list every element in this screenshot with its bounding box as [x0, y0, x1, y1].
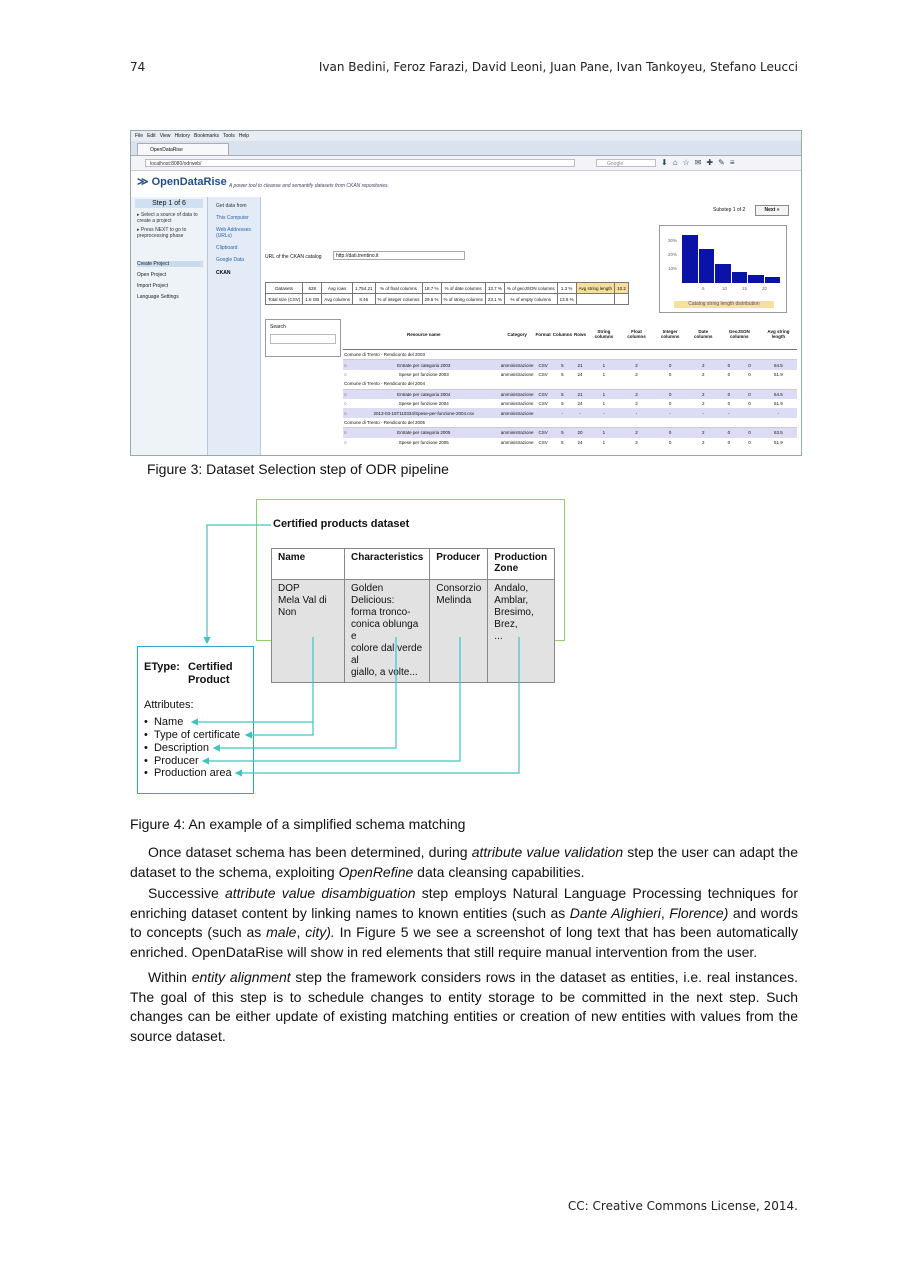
- resource-cell: 1: [587, 428, 621, 438]
- resource-cell: 0: [652, 360, 688, 370]
- browser-search-input[interactable]: Google: [596, 159, 656, 167]
- resource-cell: 0: [652, 389, 688, 399]
- stats-cell: 8.46: [352, 294, 375, 305]
- stats-cell: Avg string length: [576, 283, 614, 294]
- ckan-url-input[interactable]: http://dati.trentino.it: [333, 251, 465, 260]
- resource-cell: 2: [688, 428, 719, 438]
- cell-producer: Consorzio Melinda: [430, 580, 488, 683]
- resource-cell: 51.9: [774, 439, 783, 445]
- attr-type-of-certificate: • Type of certificate: [144, 729, 241, 741]
- resource-cell: 0: [739, 428, 760, 438]
- resource-cell: -: [573, 408, 587, 417]
- address-input[interactable]: localhost:8080/odrweb/: [145, 159, 575, 167]
- resource-cell: 64.5: [760, 389, 797, 399]
- resource-cell: 0: [719, 428, 740, 438]
- resource-cell: CSV: [538, 371, 548, 377]
- resource-cell: 0: [668, 439, 672, 445]
- resource-cell: Entrate per categoria 2004: [348, 389, 500, 399]
- resources-col-header: Date columns: [688, 319, 719, 350]
- resources-col-header: Avg string length: [760, 319, 797, 350]
- app-logo: ≫ OpenDataRise: [137, 176, 227, 188]
- text-run: Successive: [148, 885, 225, 901]
- resource-cell: 21: [573, 360, 587, 370]
- text-run: step the user can adapt the dataset to the schema, exploiting: [130, 844, 798, 880]
- stats-cell: % of geoJSON columns: [504, 283, 557, 294]
- menu-view[interactable]: View: [159, 133, 171, 139]
- stats-cell: 1,754.21: [352, 283, 375, 294]
- histogram-y-tick: 20%: [668, 252, 678, 257]
- source-clipboard[interactable]: Clipboard: [216, 245, 238, 251]
- attributes-label: Attributes:: [144, 699, 194, 711]
- resource-cell: 1: [587, 389, 621, 399]
- resource-cell: 0: [727, 371, 731, 377]
- resource-cell: Spese per funzione 2005: [398, 439, 449, 445]
- resource-radio[interactable]: ○: [343, 408, 348, 417]
- resource-cell: -: [552, 408, 573, 417]
- resource-cell: 2: [621, 428, 653, 438]
- resource-cell: CSV: [534, 360, 551, 370]
- app-tagline: A power tool to cleanse and semantify datasets from CKAN repositories.: [229, 183, 389, 189]
- resource-cell: -: [621, 408, 653, 417]
- figure3-caption: Figure 3: Dataset Selection step of ODR pipeline: [147, 461, 449, 477]
- arrow-name: [192, 637, 313, 722]
- dataset-group-title: Comune di Trento - Rendiconto del 2005: [343, 418, 797, 428]
- resource-cell: 21: [573, 389, 587, 399]
- col-name: Name: [272, 549, 345, 580]
- dataset-group-title: Comune di Trento - Rendiconto del 2003: [343, 350, 797, 360]
- resource-radio[interactable]: ○: [343, 360, 348, 370]
- etype-label: EType:: [144, 661, 180, 673]
- stats-cell: 13.6 %: [557, 294, 576, 305]
- arrow-dataset-to-etype: [207, 525, 271, 643]
- resources-col-header: GeoJSON columns: [719, 319, 760, 350]
- text-run: and words to concepts (such as: [130, 904, 799, 940]
- resource-cell: 1: [587, 360, 621, 370]
- stats-cell: 628: [303, 283, 322, 294]
- figure4-caption: Figure 4: An example of a simplified schema matching: [130, 816, 466, 832]
- text-run: step employs Natural Language Processing techniques for enriching dataset content by linking names to known entities (such as: [130, 885, 798, 921]
- resource-cell: -: [688, 408, 719, 417]
- attr-production-area: • Production area: [144, 767, 232, 779]
- stats-cell: 1.3 %: [557, 283, 576, 294]
- italic-run: Florence): [669, 904, 729, 921]
- resource-cell: 64.5: [760, 360, 797, 370]
- resource-cell: -: [719, 408, 740, 417]
- histogram-y-tick: 10%: [668, 266, 678, 271]
- stats-cell: % of float columns: [375, 283, 422, 294]
- resources-col-header: Float columns: [621, 319, 653, 350]
- resource-cell: 2: [621, 360, 653, 370]
- attr-producer: • Producer: [144, 755, 199, 767]
- arrow-type-of-certificate: [246, 722, 313, 735]
- resource-cell: 24: [577, 371, 583, 377]
- stats-cell: % of integer columns: [375, 294, 422, 305]
- toolbar-icons: ⬇⌂☆✉✚✎≡: [661, 158, 740, 167]
- arrow-producer: [203, 637, 460, 761]
- stats-cell: % of empty columns: [504, 294, 557, 305]
- resource-cell: -: [652, 408, 688, 417]
- hint-2: ▸ Press NEXT to go to preprocessing phase: [137, 227, 187, 239]
- italic-run: attribute value validation: [471, 844, 624, 860]
- dataset-title: Certified products dataset: [273, 518, 410, 530]
- resource-radio[interactable]: ○: [343, 428, 348, 438]
- text-run: In Figure 5 we see a screenshot of long text that has been automatically enriched. OpenDataRise will show in red elements that still require manual intervention from the user.: [130, 924, 799, 960]
- text-run: Once dataset schema has been determined, during: [148, 844, 472, 860]
- paragraph-3: [130, 968, 798, 1046]
- page-number: 74: [130, 60, 146, 74]
- resource-radio[interactable]: ○: [344, 371, 347, 377]
- text-run: Within: [148, 969, 192, 985]
- menu-file[interactable]: File: [135, 133, 144, 139]
- resource-cell: 0: [668, 371, 672, 377]
- resource-cell: 1: [602, 401, 606, 407]
- resource-radio[interactable]: ○: [344, 401, 347, 407]
- resource-cell: amministrazione: [500, 401, 534, 407]
- resource-cell: 2: [635, 371, 638, 377]
- resource-cell: 51.9: [774, 401, 783, 407]
- resource-cell: 2: [701, 371, 705, 377]
- resources-col-header: Columns: [552, 319, 573, 350]
- resource-cell: 2013-03-15T110334/Spese-per-funzione-2004.csv: [348, 408, 500, 417]
- source-google-data[interactable]: Google Data: [216, 257, 245, 263]
- resource-cell: 5: [552, 389, 573, 399]
- col-production-zone: Production Zone: [488, 549, 555, 580]
- resource-cell: CSV: [534, 428, 551, 438]
- resource-cell: amministrazione: [500, 360, 535, 370]
- resources-col-header: Category: [500, 319, 535, 350]
- resource-cell: CSV: [538, 401, 548, 407]
- next-button[interactable]: Next »: [755, 205, 789, 216]
- resource-cell: Spese per funzione 2003: [398, 371, 449, 377]
- resource-cell: CSV: [538, 439, 548, 445]
- cell-production-zone: Andalo, Amblar, Bresimo, Brez, ...: [488, 580, 555, 683]
- ckan-url-label: URL of the CKAN catalog: [265, 254, 322, 260]
- resource-cell: 63.5: [760, 428, 797, 438]
- resource-cell: 1: [602, 371, 606, 377]
- stats-cell: Avg columns: [322, 294, 353, 305]
- col-characteristics: Characteristics: [345, 549, 430, 580]
- dataset-group-title: Comune di Trento - Rendiconto del 2004: [343, 379, 797, 389]
- italic-run: attribute value disambiguation: [224, 885, 416, 901]
- resource-cell: 2: [688, 360, 719, 370]
- hint-1: ▸ Select a source of data to create a project: [137, 212, 198, 224]
- resource-radio[interactable]: ○: [343, 389, 348, 399]
- body-text: [130, 843, 798, 1046]
- resource-cell: 5: [561, 371, 564, 377]
- browser-tab[interactable]: OpenDataRise: [137, 143, 229, 155]
- histogram-x-tick: 20: [762, 286, 768, 291]
- source-ckan[interactable]: CKAN: [216, 270, 231, 276]
- stats-cell: 29.6 %: [422, 294, 441, 305]
- resource-cell: 0: [727, 439, 731, 445]
- resource-cell: 2: [701, 401, 705, 407]
- histogram-x-tick: 15: [742, 286, 748, 291]
- resource-cell: 24: [577, 401, 583, 407]
- resource-cell: 2: [635, 401, 638, 407]
- etype-name-2: Product: [188, 674, 230, 686]
- resource-cell: Entrate per categoria 2005: [348, 428, 500, 438]
- resource-cell: Entrate per categoria 2003: [348, 360, 500, 370]
- stats-cell: 18.7 %: [422, 283, 441, 294]
- stats-cell: % of date columns: [441, 283, 485, 294]
- stats-cell: % of string columns: [441, 294, 485, 305]
- substep-label: Substep 1 of 2: [713, 207, 746, 213]
- stats-cell: 1.6 GB: [303, 294, 322, 305]
- resources-col-header: Resource name: [348, 319, 500, 350]
- resource-cell: CSV: [534, 389, 551, 399]
- stats-cell: Total size (CSV): [266, 294, 303, 305]
- resource-cell: 2: [621, 389, 653, 399]
- cell-characteristics: Golden Delicious: forma tronco- conica oblunga e colore dal verde al giallo, a volte...: [345, 580, 430, 683]
- nav-create-project[interactable]: Create Project: [137, 261, 203, 267]
- resource-cell: -: [760, 408, 797, 417]
- stats-cell: 10.2: [615, 283, 629, 294]
- resource-cell: 0: [739, 360, 760, 370]
- italic-run: city).: [305, 924, 335, 940]
- resource-cell: Spese per funzione 2004: [398, 401, 449, 407]
- italic-run: male: [266, 924, 297, 940]
- sources-header: Get data from: [216, 203, 247, 209]
- cell-name: DOP Mela Val di Non: [272, 580, 345, 683]
- resource-cell: 5: [561, 439, 564, 445]
- resource-cell: 0: [748, 439, 751, 445]
- nav-import-project[interactable]: Import Project: [137, 283, 169, 289]
- resource-cell: 2: [688, 389, 719, 399]
- col-producer: Producer: [430, 549, 488, 580]
- nav-open-project[interactable]: Open Project: [137, 272, 167, 278]
- menu-edit[interactable]: Edit: [147, 133, 156, 139]
- text-run: ,: [296, 924, 306, 940]
- resource-cell: amministrazione: [500, 371, 534, 377]
- stats-cell: 23.1 %: [485, 294, 504, 305]
- stats-cell: 13.7 %: [485, 283, 504, 294]
- license-footer: CC: Creative Commons License, 2014.: [567, 1199, 798, 1213]
- etype-name-1: Certified: [188, 661, 233, 673]
- resource-cell: 0: [748, 371, 751, 377]
- text-run: ,: [660, 904, 670, 921]
- paragraph-1: [130, 843, 798, 882]
- search-label: Search: [270, 324, 286, 330]
- resource-cell: 0: [652, 428, 688, 438]
- resource-cell: 0: [748, 401, 751, 407]
- resource-cell: amministrazione: [500, 439, 534, 445]
- resource-cell: amministrazione: [500, 428, 535, 438]
- italic-run: Dante Alighieri: [569, 904, 661, 921]
- stats-cell: Datasets: [266, 283, 303, 294]
- text-run: data cleansing capabilities.: [413, 863, 585, 880]
- menu-history[interactable]: History: [174, 133, 190, 139]
- resources-col-header: Rows: [573, 319, 587, 350]
- italic-run: entity alignment: [191, 969, 291, 985]
- italic-run: OpenRefine: [338, 863, 414, 880]
- source-web-addresses[interactable]: Web Addresses (URLs): [216, 227, 251, 239]
- resource-cell: amministrazione: [500, 408, 535, 417]
- resource-cell: 5: [552, 360, 573, 370]
- paragraph-2: [130, 884, 798, 962]
- resources-col-header: Integer columns: [652, 319, 688, 350]
- resource-cell: 0: [719, 389, 740, 399]
- attr-description: • Description: [144, 742, 209, 754]
- resource-radio[interactable]: ○: [344, 439, 347, 445]
- attr-name: • Name: [144, 716, 184, 728]
- resource-cell: 0: [739, 389, 760, 399]
- histogram-caption: Catalog string length distribution: [674, 301, 774, 308]
- resource-cell: 5: [561, 401, 564, 407]
- resource-cell: 0: [719, 360, 740, 370]
- histogram-x-tick: 5: [702, 286, 705, 291]
- resource-cell: 51.9: [774, 371, 783, 377]
- menu-help[interactable]: Help: [238, 133, 249, 139]
- resources-col-header: String columns: [587, 319, 621, 350]
- menu-bookmarks[interactable]: Bookmarks: [194, 133, 220, 139]
- running-header-authors: Ivan Bedini, Feroz Farazi, David Leoni, Juan Pane, Ivan Tankoyeu, Stefano Leucci: [318, 60, 798, 74]
- resource-cell: 0: [668, 401, 672, 407]
- resource-cell: 24: [577, 439, 583, 445]
- resource-cell: -: [587, 408, 621, 417]
- resource-cell: 0: [727, 401, 731, 407]
- resource-cell: 1: [602, 439, 606, 445]
- histogram-y-tick: 30%: [668, 238, 678, 243]
- histogram-x-tick: 10: [722, 286, 728, 291]
- resource-cell: 2: [635, 439, 638, 445]
- text-run: step the framework considers rows in the dataset as entities, i.e. real instances. The goal of this step is to schedule changes to entity storage to be committed in the next step. Such changes can be either update of existing matching entities or creation of new entities with values from the source dataset.: [130, 969, 798, 1044]
- resource-cell: 20: [573, 428, 587, 438]
- arrow-production-area: [236, 637, 519, 773]
- source-this-computer[interactable]: This Computer: [216, 215, 249, 221]
- stats-cell: Avg rows: [322, 283, 353, 294]
- step-indicator: Step 1 of 6: [135, 199, 203, 208]
- resources-col-header: Format: [534, 319, 551, 350]
- nav-language-settings[interactable]: Language Settings: [137, 294, 179, 300]
- arrow-description: [214, 637, 396, 748]
- resource-cell: 5: [552, 428, 573, 438]
- resource-cell: 2: [701, 439, 705, 445]
- menu-tools[interactable]: Tools: [223, 133, 235, 139]
- resource-cell: amministrazione: [500, 389, 535, 399]
